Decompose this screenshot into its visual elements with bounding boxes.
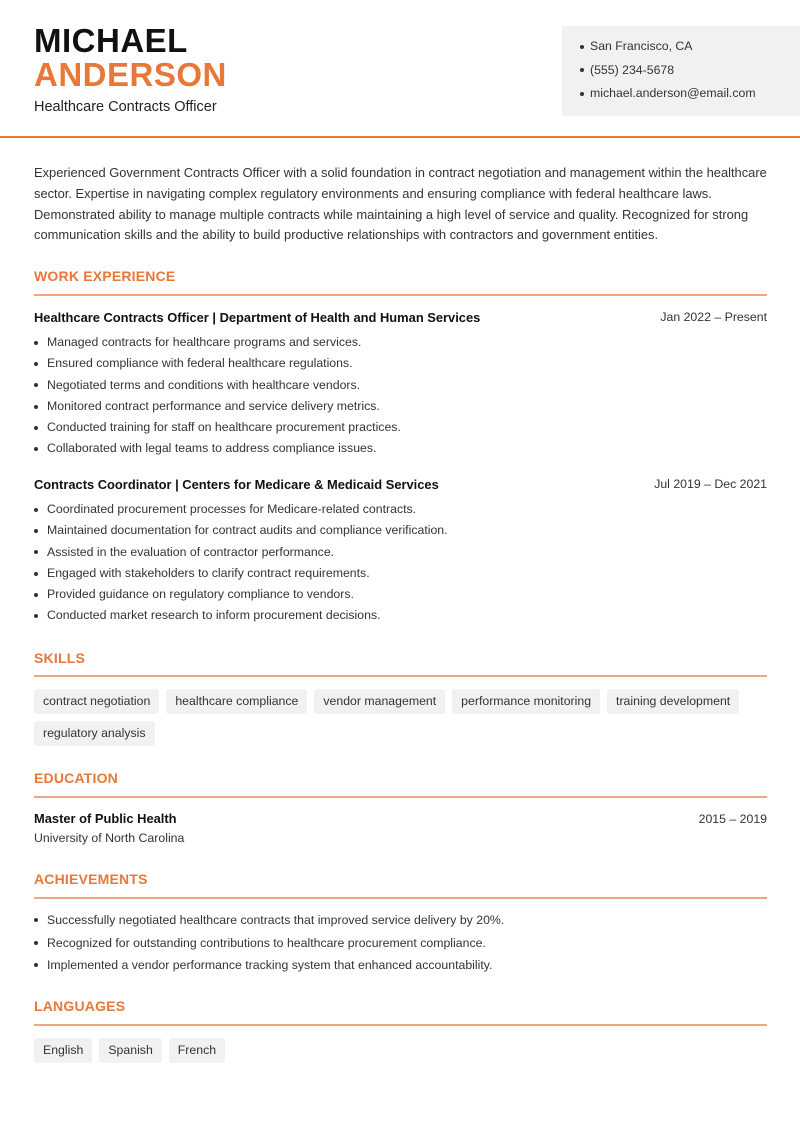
job-title-heading: Healthcare Contracts Officer <box>34 99 217 115</box>
bullet-text: Provided guidance on regulatory compliance to vendors. <box>47 587 354 602</box>
bullet-icon <box>580 45 584 49</box>
bullet-text: Maintained documentation for contract audits and compliance verification. <box>47 523 448 538</box>
bullet-text: Collaborated with legal teams to address compliance issues. <box>47 441 377 456</box>
list-item <box>34 520 769 541</box>
bullet-text: Monitored contract performance and service delivery metrics. <box>47 398 380 413</box>
bullet-text: Coordinated procurement processes for Medicare-related contracts. <box>47 502 417 516</box>
contact-location <box>580 35 800 59</box>
section-divider <box>34 796 767 798</box>
list-item <box>34 954 769 977</box>
education-degree: Master of Public Health <box>34 811 177 826</box>
summary-paragraph: Experienced Government Contracts Officer with a solid foundation in contract negotiation and management within the healthcare sector. Expertise in navigating complex regulatory environments and ensuring compliance with federal healthcare laws. Demonstrated ability to manage multiple contracts while maintaining a high level of service and quality. Recognized for strong communication skills and the ability to build productive relationships with contractors and government entities. <box>34 165 767 243</box>
bullet-icon <box>34 941 38 945</box>
section-divider <box>34 294 767 296</box>
bullet-icon <box>34 426 38 430</box>
bullet-icon <box>34 362 38 366</box>
list-item <box>34 353 769 374</box>
list-item <box>34 499 769 520</box>
education-school: University of North Carolina <box>34 831 185 845</box>
contact-box <box>562 26 800 116</box>
bullet-icon <box>34 383 38 387</box>
section-title-work: WORK EXPERIENCE <box>34 268 176 284</box>
language-chip: English <box>34 1038 92 1063</box>
contact-phone <box>580 59 800 83</box>
section-divider <box>34 897 767 899</box>
job-1-title: Healthcare Contracts Officer | Department of Health and Human Services <box>34 310 481 325</box>
job-2-title: Contracts Coordinator | Centers for Medicare & Medicaid Services <box>34 477 439 492</box>
bullet-icon <box>34 529 38 533</box>
skill-chip: performance monitoring <box>452 689 600 714</box>
bullet-icon <box>34 918 38 922</box>
languages-list <box>34 1038 769 1063</box>
achievements-list <box>34 909 769 977</box>
bullet-text: Recognized for outstanding contributions to healthcare procurement compliance. <box>47 935 486 950</box>
bullet-text: Conducted training for staff on healthcare procurement practices. <box>47 420 401 435</box>
skill-chip: healthcare compliance <box>166 689 307 714</box>
skill-chip: contract negotiation <box>34 689 159 714</box>
contact-location-text: San Francisco, CA <box>590 39 693 53</box>
bullet-icon <box>34 447 38 451</box>
contact-phone-text: (555) 234-5678 <box>590 62 675 77</box>
bullet-text: Implemented a vendor performance tracking system that enhanced accountability. <box>47 958 493 972</box>
list-item <box>34 563 769 584</box>
skill-chip: regulatory analysis <box>34 721 155 746</box>
list-item <box>34 438 769 459</box>
section-title-achievements: ACHIEVEMENTS <box>34 871 148 887</box>
bullet-text: Engaged with stakeholders to clarify contract requirements. <box>47 565 370 580</box>
contact-email-text: michael.anderson@email.com <box>590 86 756 100</box>
education-dates: 2015 – 2019 <box>698 812 767 826</box>
job-2-bullets <box>34 499 769 627</box>
bullet-icon <box>34 550 38 554</box>
skills-list <box>34 689 769 746</box>
bullet-text: Negotiated terms and conditions with healthcare vendors. <box>47 377 361 392</box>
bullet-icon <box>34 572 38 576</box>
bullet-icon <box>34 593 38 597</box>
list-item <box>34 375 769 396</box>
list-item <box>34 332 769 353</box>
bullet-icon <box>34 508 38 512</box>
resume-header <box>0 0 800 138</box>
bullet-icon <box>34 963 38 967</box>
skill-chip: training development <box>607 689 739 714</box>
bullet-text: Successfully negotiated healthcare contracts that improved service delivery by 20%. <box>47 913 505 927</box>
list-item <box>34 932 769 955</box>
list-item <box>34 417 769 438</box>
section-title-education: EDUCATION <box>34 770 118 786</box>
section-title-languages: LANGUAGES <box>34 998 126 1014</box>
first-name: MICHAEL <box>34 22 188 59</box>
language-chip: French <box>169 1038 225 1063</box>
job-1-bullets <box>34 332 769 460</box>
section-divider <box>34 675 767 677</box>
job-1-dates: Jan 2022 – Present <box>660 310 767 324</box>
bullet-text: Ensured compliance with federal healthcare regulations. <box>47 356 353 371</box>
list-item <box>34 909 769 932</box>
bullet-icon <box>34 405 38 409</box>
bullet-icon <box>580 92 584 96</box>
list-item <box>34 396 769 417</box>
bullet-icon <box>34 614 38 618</box>
list-item <box>34 542 769 563</box>
bullet-text: Managed contracts for healthcare programs and services. <box>47 335 362 349</box>
bullet-text: Conducted market research to inform procurement decisions. <box>47 608 381 623</box>
section-divider <box>34 1024 767 1026</box>
bullet-icon <box>34 341 38 345</box>
contact-email <box>580 82 800 106</box>
list-item <box>34 605 769 626</box>
job-2-dates: Jul 2019 – Dec 2021 <box>654 477 767 491</box>
list-item <box>34 584 769 605</box>
bullet-icon <box>580 68 584 72</box>
last-name: ANDERSON <box>34 56 227 93</box>
bullet-text: Assisted in the evaluation of contractor performance. <box>47 544 335 559</box>
section-title-skills: SKILLS <box>34 650 85 666</box>
skill-chip: vendor management <box>314 689 445 714</box>
language-chip: Spanish <box>99 1038 161 1063</box>
